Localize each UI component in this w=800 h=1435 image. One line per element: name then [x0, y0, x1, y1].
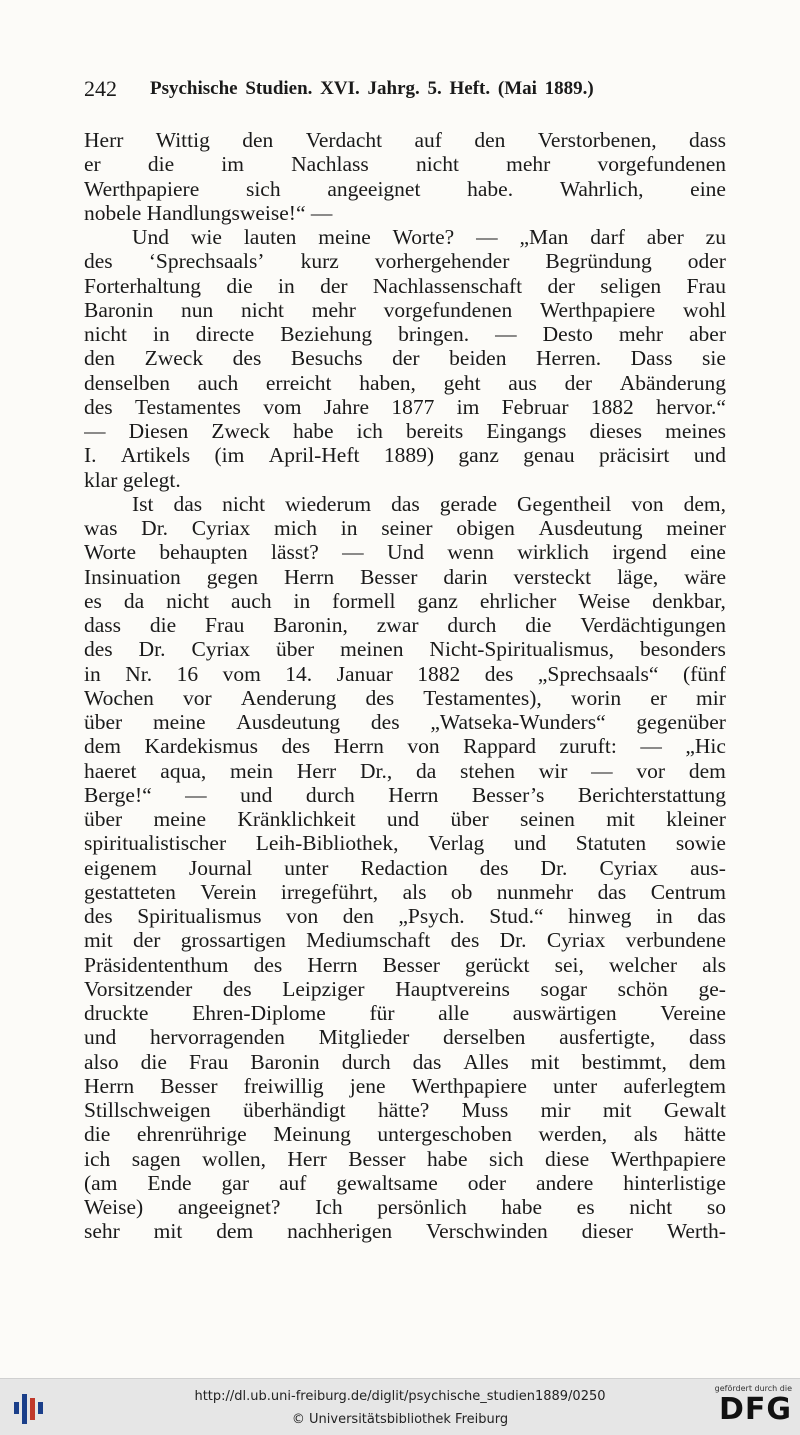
text-line: (am Ende gar auf gewaltsame oder andere hinterlistige [84, 1170, 726, 1195]
text-line: Ist das nicht wiederum das gerade Gegentheil von dem, [132, 491, 726, 516]
text-line: ich sagen wollen, Herr Besser habe sich diese Werthpapiere [84, 1146, 726, 1171]
dfg-caption: gefördert durch die [714, 1384, 792, 1393]
text-line: haeret aqua, mein Herr Dr., da stehen wir — vor dem [84, 758, 726, 783]
text-line: was Dr. Cyriax mich in seiner obigen Ausdeutung meiner [84, 516, 726, 540]
text-line: über meine Kränklichkeit und über seinen mit kleiner [84, 807, 726, 831]
copyright-text: © Universitätsbibliothek Freiburg [291, 1412, 509, 1427]
text-line: Stillschweigen überhändigt hätte? Muss mir mit Gewalt [84, 1098, 726, 1122]
text-line: spiritualistischer Leih-Bibliothek, Verlag und Statuten sowie [84, 831, 726, 856]
text-line: des Testamentes vom Jahre 1877 im Februar 1882 hervor.“ [84, 394, 726, 419]
text-line: klar gelegt. [84, 467, 181, 492]
text-line: druckte Ehren-Diplome für alle auswärtigen Vereine [84, 1001, 726, 1025]
dfg-logo [706, 1384, 792, 1430]
footer-bar [0, 1378, 800, 1435]
text-line: — Diesen Zweck habe ich bereits Eingangs dieses meines [84, 419, 726, 443]
page-header [84, 76, 724, 106]
text-line: in Nr. 16 vom 14. Januar 1882 des „Sprechsaals“ (fünf [84, 661, 726, 686]
body-text [84, 128, 726, 1244]
text-line: des ‘Sprechsaals’ kurz vorhergehender Begründung oder [84, 249, 726, 274]
page-number: 242 [84, 76, 117, 101]
text-line: eigenem Journal unter Redaction des Dr. Cyriax aus- [84, 855, 726, 880]
text-line: Und wie lauten meine Worte? — „Man darf aber zu [132, 225, 726, 249]
text-line: den Zweck des Besuchs der beiden Herren. Dass sie [84, 346, 726, 371]
text-line: I. Artikels (im April-Heft 1889) ganz genau präcisirt und [84, 443, 726, 468]
text-line: Präsidententhum des Herrn Besser gerückt sei, welcher als [84, 952, 726, 977]
text-line: Wochen vor Aenderung des Testamentes), worin er mir [84, 685, 726, 710]
text-line: Insinuation gegen Herrn Besser darin versteckt läge, wäre [84, 564, 726, 589]
text-line: Weise) angeeignet? Ich persönlich habe es nicht so [84, 1195, 726, 1219]
running-title: Psychische Studien. XVI. Jahrg. 5. Heft. (Mai 1889.) [150, 78, 594, 99]
text-line: denselben auch erreicht haben, geht aus der Abänderung [84, 370, 726, 395]
text-line: Vorsitzender des Leipziger Hauptvereins sogar schön ge- [84, 976, 726, 1001]
text-line: dass die Frau Baronin, zwar durch die Verdächtigungen [84, 613, 726, 637]
text-line: mit der grossartigen Mediumschaft des Dr. Cyriax verbundene [84, 928, 726, 953]
text-line: Baronin nun nicht mehr vorgefundenen Werthpapiere wohl [84, 297, 726, 322]
source-url-link[interactable]: http://dl.ub.uni-freiburg.de/diglit/psychische_studien1889/0250 [194, 1389, 606, 1404]
text-line: nobele Handlungsweise!“ — [84, 200, 333, 225]
text-line: es da nicht auch in formell ganz ehrlicher Weise denkbar, [84, 588, 726, 613]
text-line: Herrn Besser freiwillig jene Werthpapiere unter auferlegtem [84, 1073, 726, 1098]
text-line: des Spiritualismus von den „Psych. Stud.“ hinweg in das [84, 904, 726, 928]
text-line: Werthpapiere sich angeeignet habe. Wahrlich, eine [84, 176, 726, 201]
text-line: Worte behaupten lässt? — Und wenn wirklich irgend eine [84, 540, 726, 565]
text-line: über meine Ausdeutung des „Watseka-Wunders“ gegenüber [84, 710, 726, 734]
text-line: also die Frau Baronin durch das Alles mit bestimmt, dem [84, 1049, 726, 1074]
text-line: nicht in directe Beziehung bringen. — Desto mehr aber [84, 322, 726, 346]
text-line: dem Kardekismus des Herrn von Rappard zuruft: — „Hic [84, 734, 726, 759]
text-line: und hervorragenden Mitglieder derselben ausfertigte, dass [84, 1025, 726, 1050]
text-line: er die im Nachlass nicht mehr vorgefundenen [84, 152, 726, 177]
text-line: Forterhaltung die in der Nachlassenschaft der seligen Frau [84, 273, 726, 298]
text-line: sehr mit dem nachherigen Verschwinden dieser Werth- [84, 1219, 726, 1244]
text-line: des Dr. Cyriax über meinen Nicht-Spiritualismus, besonders [84, 637, 726, 662]
text-line: Herr Wittig den Verdacht auf den Verstorbenen, dass [84, 128, 726, 152]
text-line: Berge!“ — und durch Herrn Besser’s Berichterstattung [84, 782, 726, 807]
dfg-logo-text: DFG [718, 1392, 792, 1427]
text-line: gestatteten Verein irregeführt, als ob nunmehr das Centrum [84, 879, 726, 904]
text-line: die ehrenrührige Meinung untergeschoben werden, als hätte [84, 1122, 726, 1147]
